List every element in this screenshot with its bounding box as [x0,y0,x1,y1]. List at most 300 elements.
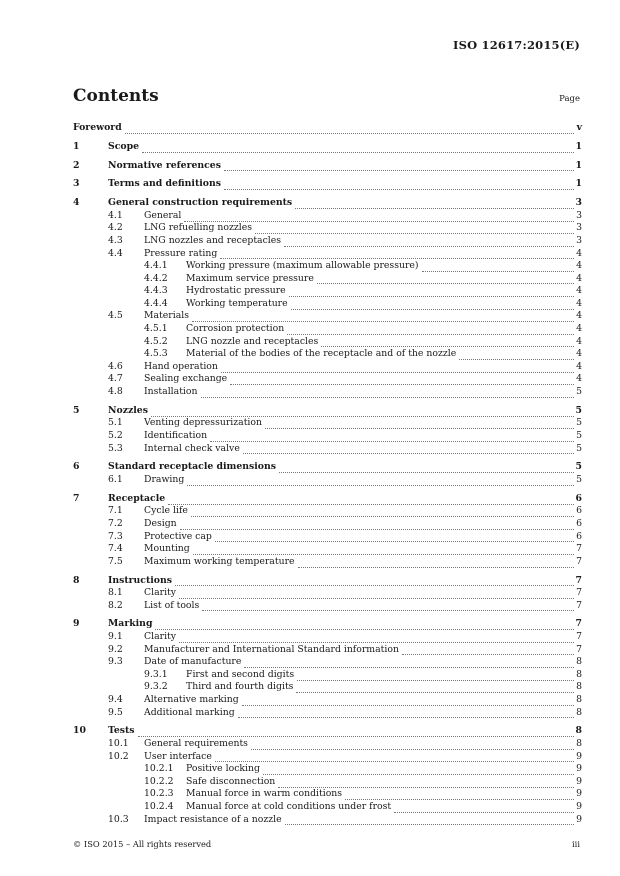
toc-entry-page: 6 [576,530,582,542]
toc-entry-page: 8 [576,738,582,749]
toc-entry-number: 1 [73,140,80,152]
toc-entry-page: 1 [575,159,582,171]
toc-entry-number: 4.4 [108,247,123,259]
toc-entry-page: 4 [576,260,582,272]
toc-entry[interactable] [73,694,582,707]
toc-entry-page: 9 [576,775,582,787]
toc-entry-title: LNG refuelling nozzles [144,222,253,234]
dot-leader [321,338,574,347]
toc-entry-title: Receptacle [108,492,166,504]
toc-entry-line [144,210,582,223]
toc-entry[interactable] [73,178,582,191]
toc-entry-line [144,656,582,669]
toc-entry[interactable] [73,587,582,600]
dot-leader [168,496,573,505]
toc-entry-page: 8 [575,725,582,737]
dot-leader [201,389,575,398]
toc-entry[interactable] [73,210,582,223]
toc-entry-line [108,618,582,631]
toc-entry-page: 4 [576,323,582,335]
toc-entry[interactable] [73,656,582,669]
dot-leader [238,709,574,718]
toc-entry-number: 8.1 [108,587,123,599]
toc-entry-number: 5.3 [108,442,123,454]
dot-leader [255,225,574,234]
toc-entry-page: 9 [576,813,582,825]
toc-entry-page: v [576,122,582,133]
toc-entry-page: 3 [575,197,582,209]
dot-leader [287,326,574,335]
toc-entry-number: 4.6 [108,360,123,372]
dot-leader [151,408,574,417]
toc-entry-title: Maximum working temperature [144,555,295,567]
toc-entry-line [186,763,582,776]
toc-entry-line [144,310,582,323]
toc-entry-title: Manual force in warm conditions [186,788,343,800]
toc-entry-title: Mounting [144,543,190,555]
toc-entry[interactable] [73,386,582,399]
toc-entry-page: 7 [576,599,582,611]
toc-entry-line [144,417,582,430]
toc-entry-line [186,776,582,789]
toc-entry-line [108,197,582,210]
toc-entry[interactable] [73,222,582,235]
toc-entry[interactable] [73,443,582,456]
toc-entry-number: 9.1 [108,631,123,643]
toc-entry[interactable] [73,430,582,443]
toc-entry-page: 5 [576,430,582,441]
toc-entry-number: 4.2 [108,222,123,234]
toc-entry[interactable] [73,361,582,374]
toc-entry[interactable] [73,348,582,361]
toc-entry[interactable] [73,814,582,827]
toc-entry[interactable] [73,776,582,789]
dot-leader [402,646,574,655]
toc-entry-number: 6 [73,461,80,473]
dot-leader [215,753,574,762]
toc-entry-number: 5.1 [108,417,123,429]
toc-entry-page: 7 [576,555,582,567]
dot-leader [155,621,573,630]
toc-entry-title: Protective cap [144,530,212,542]
toc-entry-title: Positive locking [186,763,260,775]
toc-entry-title: Marking [108,618,153,630]
toc-entry-page: 9 [576,800,582,812]
toc-entry-title: Normative references [108,159,221,171]
toc-entry-title: Hydrostatic pressure [186,285,286,297]
toc-entry-title: User interface [144,750,212,762]
dot-leader [284,238,574,247]
dot-leader [187,477,574,486]
dot-leader [210,433,574,442]
toc-entry[interactable] [73,197,582,210]
toc-entry-page: 7 [575,574,582,586]
toc-entry-number: 4.4.3 [144,285,168,297]
toc-entry-title: Identification [144,430,208,441]
toc-entry-page: 3 [576,209,582,221]
dot-leader [422,263,574,272]
toc-entry-line [186,669,582,682]
toc-entry-number: 4.5.3 [144,348,168,360]
toc-entry-page: 9 [576,788,582,800]
dot-leader [179,590,574,599]
dot-leader [184,213,574,222]
toc-entry-number: 10.2 [108,750,129,762]
toc-entry-page: 8 [576,656,582,668]
toc-entry[interactable] [73,681,582,694]
toc-entry-title: Nozzles [108,404,148,416]
toc-entry-number: 7.1 [108,505,123,517]
toc-entry-line [186,788,582,801]
toc-entry-title: Drawing [144,473,185,485]
toc-entry-number: 8 [73,574,80,586]
toc-entry-title: Material of the bodies of the receptacle and of the nozzle [186,348,457,360]
toc-entry-number: 10.2.4 [144,800,174,812]
toc-entry[interactable] [73,405,582,418]
toc-entry[interactable] [73,600,582,613]
toc-entry-title: Manual force at cold conditions under frost [186,800,392,812]
toc-entry-line [144,248,582,261]
toc-entry[interactable] [73,505,582,518]
toc-entry-line [144,738,582,751]
toc-entry[interactable] [73,310,582,323]
dot-leader [242,697,574,706]
toc-entry-title: Hand operation [144,360,218,372]
toc-entry-line [144,235,582,248]
toc-entry[interactable] [73,543,582,556]
toc-entry-line [144,518,582,531]
toc-entry-line [144,707,582,720]
toc-entry-line [144,600,582,613]
toc-entry[interactable] [73,531,582,544]
toc-entry[interactable] [73,336,582,349]
toc-entry-page: 4 [576,285,582,297]
toc-entry-number: 10.3 [108,813,129,825]
toc-entry-title: Tests [108,725,135,737]
toc-entry-number: 7 [73,492,80,504]
toc-entry-page: 7 [576,631,582,643]
dot-leader [230,376,574,385]
toc-entry-line [108,405,582,418]
dot-leader [265,420,574,429]
toc-entry-title: LNG nozzles and receptacles [144,234,282,246]
toc-entry-number: 7.5 [108,555,123,567]
toc-entry[interactable] [73,474,582,487]
dot-leader [459,351,574,360]
toc-entry[interactable] [73,707,582,720]
toc-entry-number: 9.3 [108,656,123,668]
toc-entry[interactable] [73,669,582,682]
toc-entry-number: 4.1 [108,209,123,221]
toc-entry-line [186,801,582,814]
toc-entry-line [144,543,582,556]
toc-entry-page: 5 [576,386,582,398]
toc-entry-line [73,122,582,135]
toc-entry[interactable] [73,751,582,764]
toc-entry-page: 1 [575,178,582,190]
toc-entry-title: General requirements [144,738,248,749]
dot-leader [193,546,574,555]
dot-leader [221,364,574,373]
toc-entry-title: Working pressure (maximum allowable pressure) [186,260,419,272]
toc-entry-line [186,273,582,286]
dot-leader [345,791,574,800]
toc-entry-line [144,531,582,544]
dot-leader [191,508,574,517]
toc-entry[interactable] [73,461,582,474]
dot-leader [202,602,574,611]
toc-entry-title: Maximum service pressure [186,272,314,284]
toc-entry[interactable] [73,556,582,569]
toc-entry-number: 6.1 [108,473,123,485]
toc-entry-page: 7 [576,543,582,555]
dot-leader [289,288,574,297]
dot-leader [317,275,574,284]
toc-entry-title: Foreword [73,122,122,133]
toc-entry-number: 4.5 [108,310,123,322]
toc-entry-number: 4.5.1 [144,323,168,335]
toc-entry[interactable] [73,323,582,336]
standard-id: ISO 12617:2015(E) [452,38,580,52]
toc-entry-title: Venting depressurization [144,417,262,429]
toc-entry-page: 8 [576,668,582,680]
toc-entry-page: 9 [576,763,582,775]
toc-entry-number: 5 [73,404,80,416]
toc-entry-line [144,644,582,657]
toc-entry[interactable] [73,788,582,801]
toc-entry-page: 5 [576,417,582,429]
toc-entry-line [108,725,582,738]
toc-entry-number: 4.4.2 [144,272,168,284]
toc-entry-title: Instructions [108,574,172,586]
toc-entry-title: Internal check valve [144,442,240,454]
toc-entry-line [108,493,582,506]
dot-leader [291,301,574,310]
toc-entry-line [108,178,582,191]
toc-entry-title: Clarity [144,631,177,643]
toc-entry-number: 10.2.1 [144,763,174,775]
dot-leader [296,684,574,693]
toc-entry-line [108,461,582,474]
toc-entry-title: Pressure rating [144,247,218,259]
toc-entry-page: 3 [576,234,582,246]
toc-entry-line [144,222,582,235]
toc-entry-page: 7 [576,643,582,655]
toc-entry-line [186,260,582,273]
toc-entry[interactable] [73,763,582,776]
toc-entry-title: Safe disconnection [186,775,276,787]
toc-entry-line [144,373,582,386]
toc-entry-number: 4.5.2 [144,335,168,347]
toc-entry-number: 2 [73,159,80,171]
toc-entry-number: 9.5 [108,706,123,718]
toc-entry-title: Impact resistance of a nozzle [144,813,282,825]
toc-entry-line [144,556,582,569]
toc-entry-number: 7.3 [108,530,123,542]
toc-entry[interactable] [73,141,582,154]
toc-entry[interactable] [73,235,582,248]
dot-leader [224,181,574,190]
toc-entry-title: Standard receptacle dimensions [108,461,277,473]
toc-entry-page: 6 [575,492,582,504]
toc-entry-title: Manufacturer and International Standard information [144,643,399,655]
toc-entry-title: First and second digits [186,668,295,680]
toc-entry[interactable] [73,298,582,311]
dot-leader [138,728,574,737]
toc-entry-page: 8 [576,694,582,706]
toc-entry-page: 4 [576,272,582,284]
toc-entry-number: 9.4 [108,694,123,706]
toc-entry-title: Sealing exchange [144,373,228,385]
toc-entry[interactable] [73,518,582,531]
toc-entry-line [186,323,582,336]
dot-leader [192,313,574,322]
toc-entry-page: 4 [576,373,582,385]
toc-entry-line [144,505,582,518]
toc-entry-page: 4 [576,335,582,347]
toc-entry-line [108,141,582,154]
page-column-label: Page [559,94,580,104]
dot-leader [298,559,574,568]
toc-entry-number: 4.7 [108,373,123,385]
dot-leader [394,804,574,813]
toc-entry-page: 4 [576,247,582,259]
toc-entry-title: Corrosion protection [186,323,285,335]
toc-entry[interactable] [73,738,582,751]
dot-leader [175,577,574,586]
toc-entry-line [144,694,582,707]
toc-entry-page: 6 [576,517,582,529]
toc-entry-page: 7 [575,618,582,630]
footer-page-number: iii [572,839,580,849]
toc-entry-title: General [144,209,182,221]
toc-entry-line [186,336,582,349]
toc-entry-number: 4 [73,197,80,209]
toc-entry-page: 4 [576,348,582,360]
toc-entry-title: Clarity [144,587,177,599]
toc-entry-page: 5 [576,473,582,485]
page-title: Contents [73,86,159,106]
dot-leader [142,144,574,153]
toc-entry[interactable] [73,273,582,286]
dot-leader [295,200,573,209]
toc-entry[interactable] [73,373,582,386]
toc-entry-title: Installation [144,386,198,398]
toc-entry-number: 9 [73,618,80,630]
toc-entry[interactable] [73,248,582,261]
toc-entry-title: List of tools [144,599,200,611]
toc-entry-number: 4.4.4 [144,297,168,309]
toc-entry-line [144,386,582,399]
toc-entry-title: Date of manufacture [144,656,242,668]
toc-entry-number: 10.2.3 [144,788,174,800]
toc-entry[interactable] [73,122,582,135]
toc-entry-page: 8 [576,681,582,693]
toc-entry-title: Alternative marking [144,694,239,706]
dot-leader [251,741,574,750]
dot-leader [278,779,574,788]
toc-entry-number: 7.2 [108,517,123,529]
toc-entry-page: 8 [576,706,582,718]
toc-entry-line [144,474,582,487]
toc-entry-title: Scope [108,140,139,152]
toc-entry-page: 5 [575,461,582,473]
toc-entry-page: 5 [575,404,582,416]
dot-leader [179,634,574,643]
toc-entry-line [144,814,582,827]
toc-entry-page: 1 [575,140,582,152]
toc-entry-title: Materials [144,310,190,322]
toc-entry-number: 3 [73,178,80,190]
dot-leader [297,672,574,681]
dot-leader [125,125,574,134]
toc-entry-number: 10.2.2 [144,775,174,787]
toc-entry-line [144,751,582,764]
footer-copyright: © ISO 2015 – All rights reserved [73,839,212,849]
toc-entry-number: 9.2 [108,643,123,655]
toc-entry[interactable] [73,285,582,298]
toc-entry-line [108,575,582,588]
toc-entry[interactable] [73,644,582,657]
toc-entry-line [186,681,582,694]
toc-entry[interactable] [73,725,582,738]
toc-entry[interactable] [73,417,582,430]
toc-entry-line [144,443,582,456]
toc-entry-number: 5.2 [108,430,123,441]
toc-entry[interactable] [73,801,582,814]
toc-entry[interactable] [73,631,582,644]
toc-entry-page: 4 [576,310,582,322]
toc-entry-line [144,631,582,644]
toc-entry-line [144,430,582,443]
dot-leader [180,521,574,530]
toc-entry-page: 7 [576,587,582,599]
toc-entry-line [144,361,582,374]
toc-entry-page: 4 [576,360,582,372]
toc-entry-number: 4.4.1 [144,260,168,272]
toc-entry[interactable] [73,260,582,273]
toc-entry-line [186,285,582,298]
toc-entry-title: Design [144,517,177,529]
toc-entry[interactable] [73,618,582,631]
table-of-contents [73,122,582,826]
toc-entry-number: 7.4 [108,543,123,555]
dot-leader [285,816,574,825]
toc-entry-title: Third and fourth digits [186,681,294,693]
toc-entry-number: 9.3.1 [144,668,168,680]
dot-leader [215,533,574,542]
toc-entry-number: 4.3 [108,234,123,246]
toc-entry-number: 9.3.2 [144,681,168,693]
dot-leader [244,659,574,668]
toc-entry-title: Cycle life [144,505,188,517]
toc-entry[interactable] [73,493,582,506]
toc-entry-title: General construction requirements [108,197,293,209]
toc-entry-number: 4.8 [108,386,123,398]
toc-entry-line [186,348,582,361]
toc-entry[interactable] [73,160,582,173]
toc-entry-number: 10 [73,725,86,737]
toc-entry-title: Terms and definitions [108,178,221,190]
toc-entry[interactable] [73,575,582,588]
toc-entry-line [144,587,582,600]
dot-leader [224,162,574,171]
toc-entry-page: 4 [576,297,582,309]
toc-entry-title: LNG nozzle and receptacles [186,335,319,347]
toc-entry-page: 5 [576,442,582,454]
toc-entry-page: 9 [576,750,582,762]
dot-leader [220,250,574,259]
